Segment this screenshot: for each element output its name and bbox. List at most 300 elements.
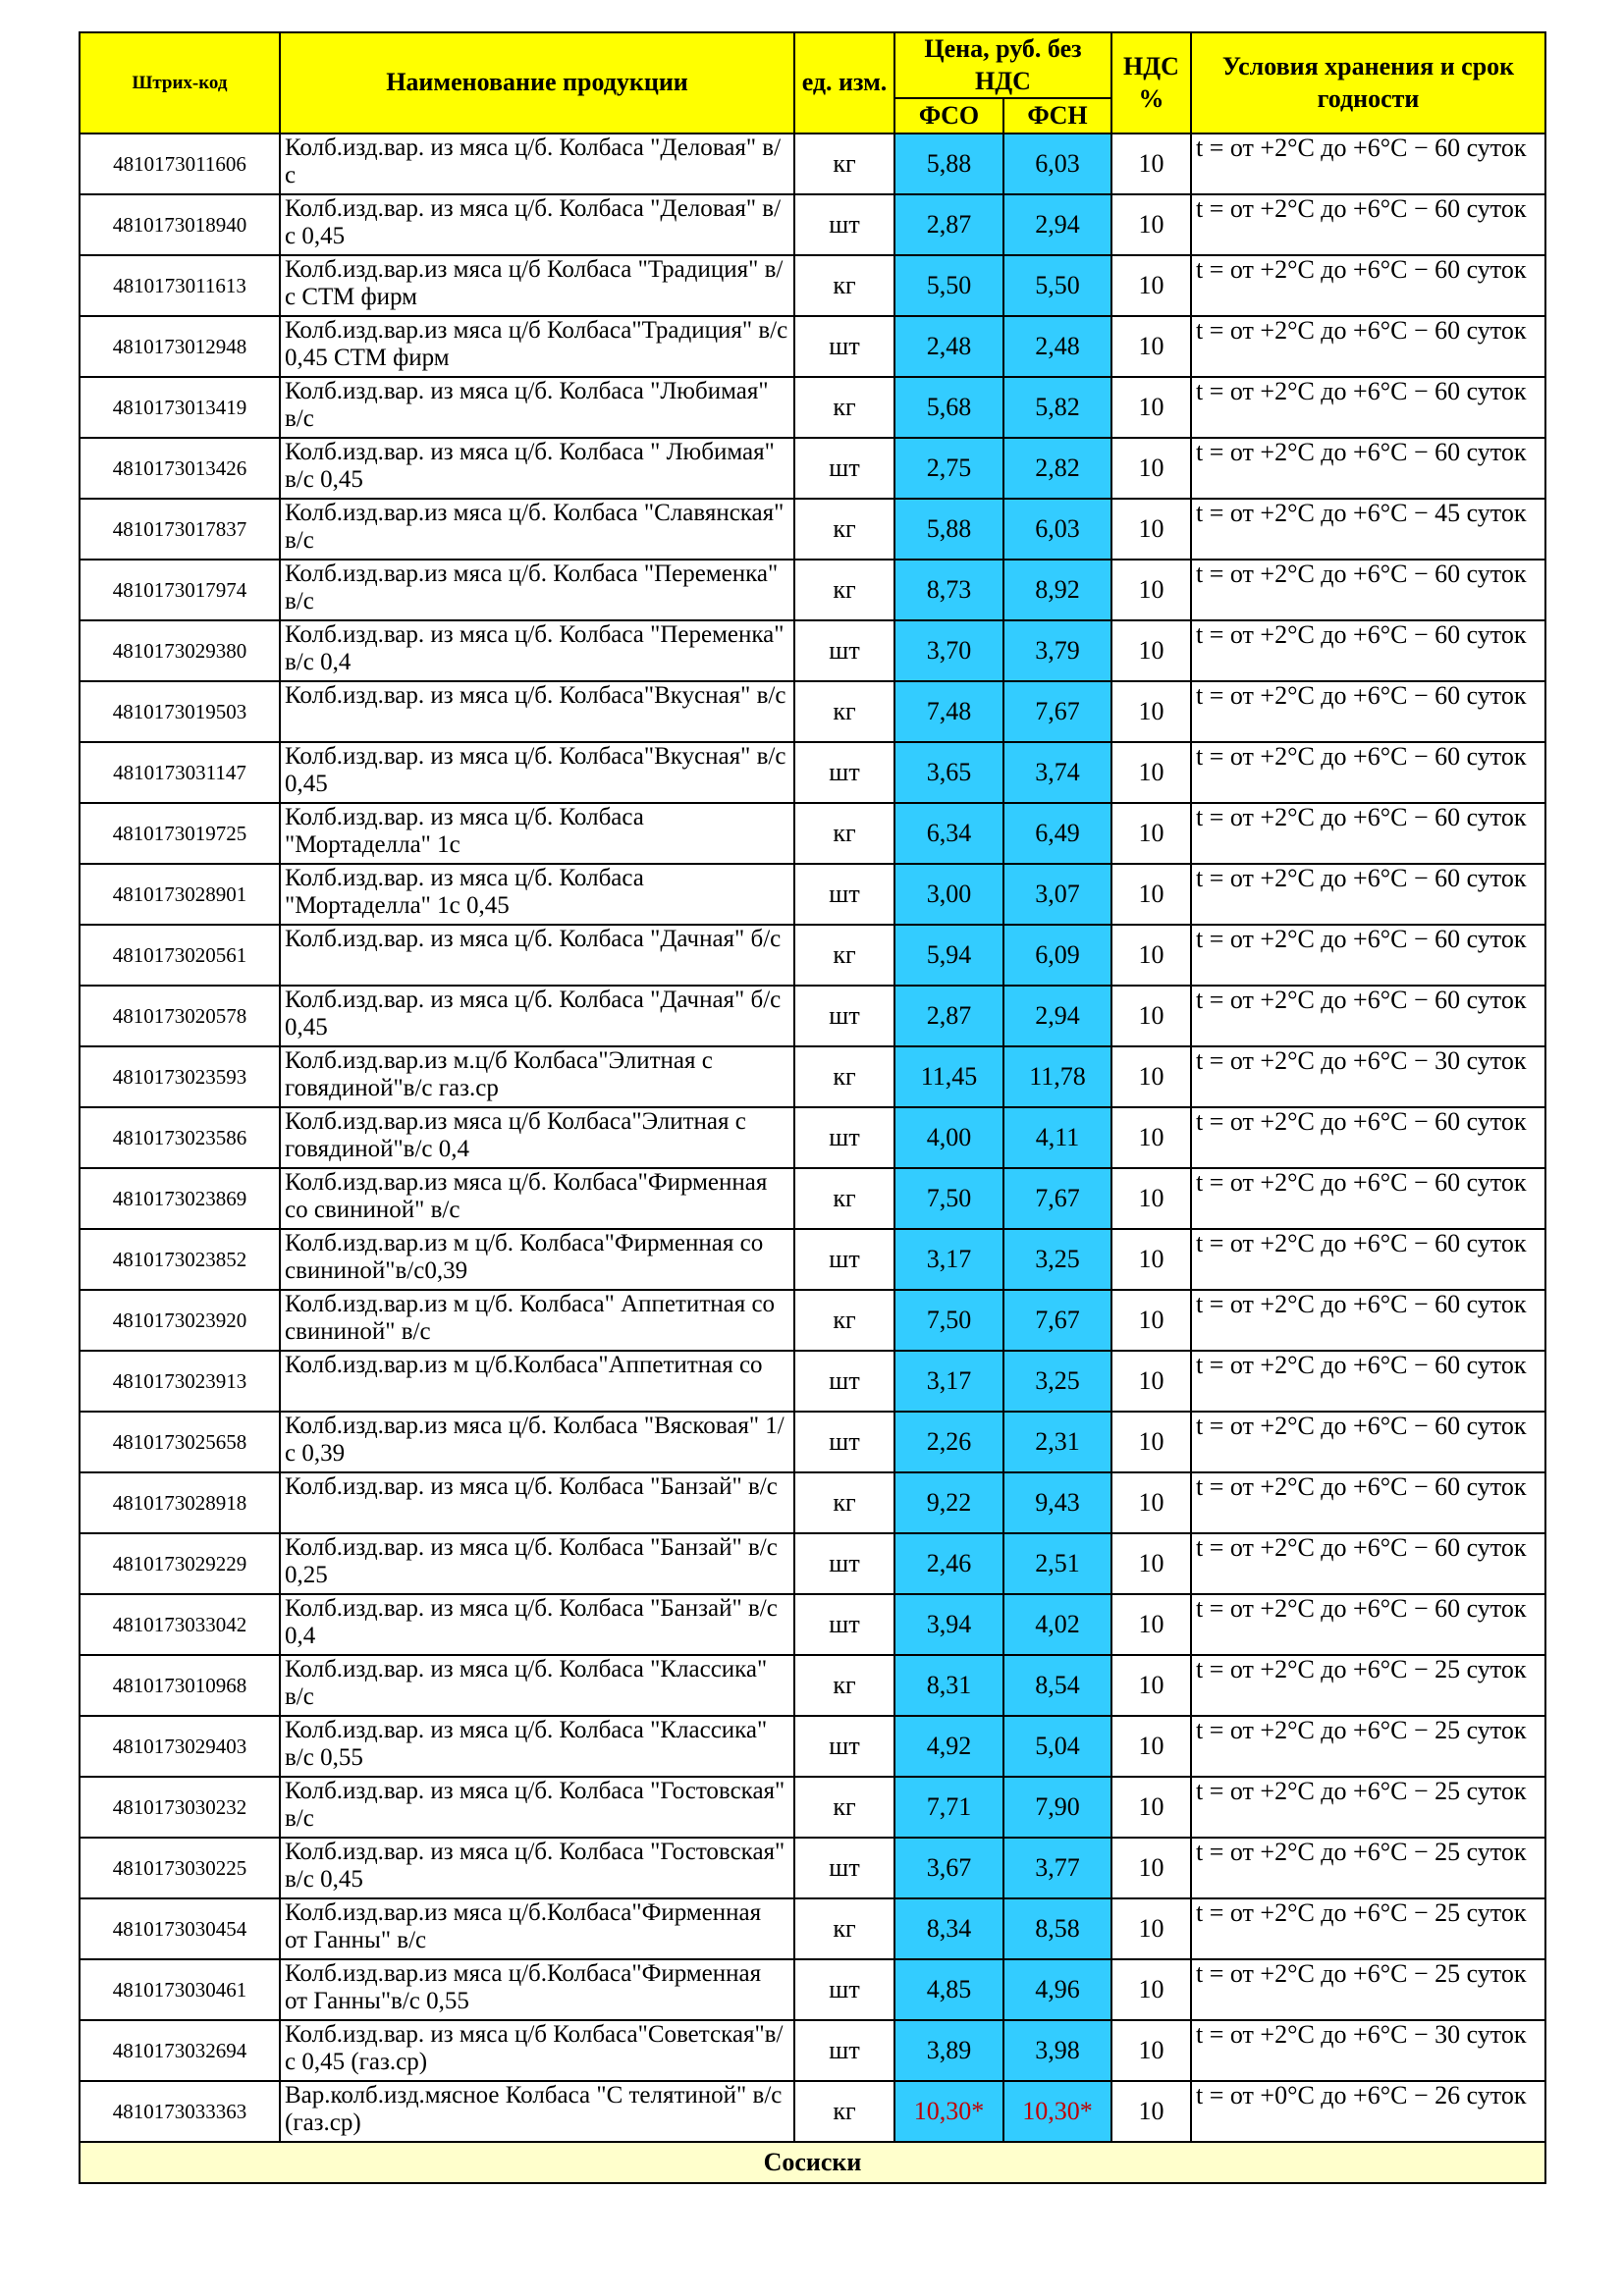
storage-conditions-cell-text: t = от +2°С до +6°С − 25 суток xyxy=(1196,1717,1527,1744)
product-name-cell-text: Колб.изд.вар.из мяса ц/б.Колбаса"Фирменная от Ганны" в/с xyxy=(285,1899,762,1953)
storage-conditions-cell-text: t = от +0°С до +6°С − 26 суток xyxy=(1196,2082,1527,2109)
product-name-cell-text: Колб.изд.вар.из мяса ц/б. Колбаса"Фирменная со свининой" в/с xyxy=(285,1169,768,1223)
storage-conditions-cell xyxy=(1191,1655,1545,1716)
price-fso-cell: 3,89 xyxy=(894,2020,1003,2081)
product-name-cell xyxy=(280,194,794,255)
barcode-cell: 4810173017837 xyxy=(80,499,280,560)
unit-cell: кг xyxy=(794,803,894,864)
table-row xyxy=(80,1533,1545,1594)
product-name-cell-text: Колб.изд.вар. из мяса ц/б. Колбаса"Вкусная" в/с 0,45 xyxy=(285,743,786,797)
barcode-cell: 4810173030232 xyxy=(80,1777,280,1838)
product-name-cell-text: Колб.изд.вар.из мяса ц/б. Колбаса "Переменка" в/с xyxy=(285,561,779,614)
product-name-cell-text: Колб.изд.вар. из мяса ц/б. Колбаса "Мортаделла" 1с 0,45 xyxy=(285,865,644,919)
storage-conditions-cell xyxy=(1191,1168,1545,1229)
storage-conditions-cell-text: t = от +2°С до +6°С − 60 суток xyxy=(1196,682,1527,710)
storage-conditions-cell-text: t = от +2°С до +6°С − 60 суток xyxy=(1196,561,1527,588)
unit-cell: шт xyxy=(794,2020,894,2081)
storage-conditions-cell-text: t = от +2°С до +6°С − 60 суток xyxy=(1196,804,1527,831)
product-name-cell-text: Колб.изд.вар.из мяса ц/б Колбаса "Традиция" в/с СТМ фирм xyxy=(285,256,784,310)
storage-conditions-cell xyxy=(1191,1046,1545,1107)
unit-cell: кг xyxy=(794,499,894,560)
storage-conditions-cell-text: t = от +2°С до +6°С − 60 суток xyxy=(1196,1108,1527,1136)
unit-cell: кг xyxy=(794,1290,894,1351)
price-fsn-cell: 6,03 xyxy=(1003,499,1111,560)
storage-conditions-cell xyxy=(1191,499,1545,560)
product-name-cell xyxy=(280,742,794,803)
product-name-cell-text: Колб.изд.вар. из мяса ц/б. Колбаса "Гостовская" в/с xyxy=(285,1778,785,1832)
storage-conditions-cell xyxy=(1191,1412,1545,1472)
price-fsn-cell: 6,49 xyxy=(1003,803,1111,864)
storage-conditions-cell-text: t = от +2°С до +6°С − 60 суток xyxy=(1196,1230,1527,1257)
table-row xyxy=(80,803,1545,864)
product-name-cell xyxy=(280,499,794,560)
product-name-cell xyxy=(280,1412,794,1472)
product-name-cell xyxy=(280,864,794,925)
product-name-cell xyxy=(280,1959,794,2020)
storage-conditions-cell xyxy=(1191,1716,1545,1777)
header-barcode: Штрих-код xyxy=(80,32,280,133)
vat-cell: 10 xyxy=(1111,438,1191,499)
price-fsn-cell: 2,94 xyxy=(1003,986,1111,1046)
vat-cell: 10 xyxy=(1111,1716,1191,1777)
table-row xyxy=(80,133,1545,194)
unit-cell: шт xyxy=(794,986,894,1046)
storage-conditions-cell-text: t = от +2°С до +6°С − 60 суток xyxy=(1196,1413,1527,1440)
price-fso-cell: 6,34 xyxy=(894,803,1003,864)
table-row xyxy=(80,1472,1545,1533)
product-name-cell xyxy=(280,1351,794,1412)
unit-cell: шт xyxy=(794,316,894,377)
vat-cell: 10 xyxy=(1111,1533,1191,1594)
price-fso-cell: 3,00 xyxy=(894,864,1003,925)
table-row xyxy=(80,1168,1545,1229)
product-name-cell xyxy=(280,1655,794,1716)
storage-conditions-cell-text: t = от +2°С до +6°С − 60 суток xyxy=(1196,1352,1527,1379)
product-name-cell-text: Колб.изд.вар.из мяса ц/б. Колбаса "Вясковая" 1/с 0,39 xyxy=(285,1413,785,1467)
price-fso-cell: 3,17 xyxy=(894,1351,1003,1412)
storage-conditions-cell-text: t = от +2°С до +6°С − 60 суток xyxy=(1196,134,1527,162)
product-name-cell-text: Колб.изд.вар. из мяса ц/б. Колбаса "Банзай" в/с 0,4 xyxy=(285,1595,778,1649)
storage-conditions-cell xyxy=(1191,742,1545,803)
table-row xyxy=(80,925,1545,986)
vat-cell: 10 xyxy=(1111,2020,1191,2081)
price-fso-cell: 10,30* xyxy=(894,2081,1003,2142)
product-name-cell-text: Колб.изд.вар. из мяса ц/б. Колбаса"Вкусная" в/с xyxy=(285,682,786,709)
barcode-cell: 4810173023586 xyxy=(80,1107,280,1168)
storage-conditions-cell-text: t = от +2°С до +6°С − 60 суток xyxy=(1196,1473,1527,1501)
price-fso-cell: 8,34 xyxy=(894,1898,1003,1959)
price-fso-cell: 7,71 xyxy=(894,1777,1003,1838)
storage-conditions-cell xyxy=(1191,1290,1545,1351)
table-row xyxy=(80,681,1545,742)
price-fso-cell: 2,26 xyxy=(894,1412,1003,1472)
product-name-cell-text: Колб.изд.вар. из мяса ц/б. Колбаса "Дачная" б/с 0,45 xyxy=(285,987,782,1041)
storage-conditions-cell-text: t = от +2°С до +6°С − 60 суток xyxy=(1196,1169,1527,1197)
vat-cell: 10 xyxy=(1111,864,1191,925)
table-row xyxy=(80,194,1545,255)
price-fsn-cell: 5,04 xyxy=(1003,1716,1111,1777)
vat-cell: 10 xyxy=(1111,986,1191,1046)
barcode-cell: 4810173013426 xyxy=(80,438,280,499)
price-fso-cell: 4,00 xyxy=(894,1107,1003,1168)
barcode-cell: 4810173011613 xyxy=(80,255,280,316)
storage-conditions-cell-text: t = от +2°С до +6°С − 25 суток xyxy=(1196,1656,1527,1683)
price-fsn-cell: 6,09 xyxy=(1003,925,1111,986)
vat-cell: 10 xyxy=(1111,742,1191,803)
table-row xyxy=(80,2020,1545,2081)
barcode-cell: 4810173030225 xyxy=(80,1838,280,1898)
vat-cell: 10 xyxy=(1111,1229,1191,1290)
price-fso-cell: 2,75 xyxy=(894,438,1003,499)
price-fso-cell: 5,50 xyxy=(894,255,1003,316)
storage-conditions-cell-text: t = от +2°С до +6°С − 60 суток xyxy=(1196,317,1527,345)
product-name-cell xyxy=(280,620,794,681)
unit-cell: шт xyxy=(794,1838,894,1898)
storage-conditions-cell-text: t = от +2°С до +6°С − 60 суток xyxy=(1196,378,1527,405)
unit-cell: кг xyxy=(794,681,894,742)
storage-conditions-cell-text: t = от +2°С до +6°С − 30 суток xyxy=(1196,1047,1527,1075)
product-name-cell xyxy=(280,438,794,499)
unit-cell: шт xyxy=(794,1533,894,1594)
vat-cell: 10 xyxy=(1111,133,1191,194)
product-name-cell xyxy=(280,133,794,194)
unit-cell: кг xyxy=(794,1655,894,1716)
storage-conditions-cell-text: t = от +2°С до +6°С − 30 суток xyxy=(1196,2021,1527,2049)
price-fso-cell: 4,85 xyxy=(894,1959,1003,2020)
price-fsn-cell: 8,58 xyxy=(1003,1898,1111,1959)
storage-conditions-cell xyxy=(1191,1107,1545,1168)
product-name-cell-text: Колб.изд.вар. из мяса ц/б. Колбаса "Банзай" в/с xyxy=(285,1473,778,1500)
unit-cell: кг xyxy=(794,2081,894,2142)
product-name-cell xyxy=(280,1107,794,1168)
price-fso-cell: 3,17 xyxy=(894,1229,1003,1290)
price-fso-cell: 7,50 xyxy=(894,1290,1003,1351)
unit-cell: шт xyxy=(794,1959,894,2020)
product-name-cell xyxy=(280,2020,794,2081)
price-fso-cell: 2,87 xyxy=(894,194,1003,255)
unit-cell: кг xyxy=(794,560,894,620)
storage-conditions-cell xyxy=(1191,194,1545,255)
product-name-cell-text: Колб.изд.вар. из мяса ц/б. Колбаса "Гостовская" в/с 0,45 xyxy=(285,1839,785,1893)
barcode-cell: 4810173028901 xyxy=(80,864,280,925)
vat-cell: 10 xyxy=(1111,1594,1191,1655)
table-row xyxy=(80,1351,1545,1412)
storage-conditions-cell xyxy=(1191,133,1545,194)
unit-cell: кг xyxy=(794,377,894,438)
storage-conditions-cell xyxy=(1191,681,1545,742)
header-storage-conditions: Условия хранения и срок годности xyxy=(1191,32,1545,133)
table-row xyxy=(80,1107,1545,1168)
barcode-cell: 4810173019503 xyxy=(80,681,280,742)
vat-cell: 10 xyxy=(1111,194,1191,255)
vat-cell: 10 xyxy=(1111,1351,1191,1412)
product-name-cell-text: Колб.изд.вар. из мяса ц/б. Колбаса "Классика" в/с 0,55 xyxy=(285,1717,768,1771)
storage-conditions-cell-text: t = от +2°С до +6°С − 60 суток xyxy=(1196,1534,1527,1562)
price-fsn-cell: 2,82 xyxy=(1003,438,1111,499)
vat-cell: 10 xyxy=(1111,499,1191,560)
storage-conditions-cell xyxy=(1191,2081,1545,2142)
storage-conditions-cell xyxy=(1191,377,1545,438)
price-fso-cell: 2,46 xyxy=(894,1533,1003,1594)
price-fso-cell: 7,50 xyxy=(894,1168,1003,1229)
product-name-cell xyxy=(280,1168,794,1229)
product-name-cell xyxy=(280,1229,794,1290)
price-fsn-cell: 3,79 xyxy=(1003,620,1111,681)
storage-conditions-cell-text: t = от +2°С до +6°С − 60 суток xyxy=(1196,865,1527,892)
product-name-cell-text: Колб.изд.вар. из мяса ц/б. Колбаса "Дачная" б/с xyxy=(285,926,782,952)
table-row xyxy=(80,864,1545,925)
price-table xyxy=(79,31,1546,2184)
price-fso-cell: 11,45 xyxy=(894,1046,1003,1107)
table-row xyxy=(80,1898,1545,1959)
storage-conditions-cell-text: t = от +2°С до +6°С − 45 суток xyxy=(1196,500,1527,527)
unit-cell: кг xyxy=(794,1168,894,1229)
price-fsn-cell: 8,92 xyxy=(1003,560,1111,620)
product-name-cell xyxy=(280,1533,794,1594)
product-name-cell xyxy=(280,1838,794,1898)
price-fsn-cell: 2,48 xyxy=(1003,316,1111,377)
table-row xyxy=(80,1655,1545,1716)
price-fsn-cell: 7,90 xyxy=(1003,1777,1111,1838)
table-row xyxy=(80,1229,1545,1290)
table-row xyxy=(80,986,1545,1046)
header-fsn: ФСН xyxy=(1003,98,1111,133)
barcode-cell: 4810173023593 xyxy=(80,1046,280,1107)
storage-conditions-cell-text: t = от +2°С до +6°С − 25 суток xyxy=(1196,1960,1527,1988)
storage-conditions-cell xyxy=(1191,316,1545,377)
product-name-cell-text: Колб.изд.вар.из м ц/б. Колбаса" Аппетитная со свининой" в/с xyxy=(285,1291,776,1345)
storage-conditions-cell xyxy=(1191,1959,1545,2020)
barcode-cell: 4810173019725 xyxy=(80,803,280,864)
storage-conditions-cell xyxy=(1191,925,1545,986)
storage-conditions-cell xyxy=(1191,1838,1545,1898)
vat-cell: 10 xyxy=(1111,620,1191,681)
product-name-cell-text: Колб.изд.вар. из мяса ц/б. Колбаса "Мортаделла" 1с xyxy=(285,804,644,858)
price-fso-cell: 5,88 xyxy=(894,499,1003,560)
price-fso-cell: 9,22 xyxy=(894,1472,1003,1533)
product-name-cell-text: Колб.изд.вар.из м.ц/б Колбаса"Элитная с говядиной"в/с газ.ср xyxy=(285,1047,713,1101)
table-row xyxy=(80,742,1545,803)
table-row xyxy=(80,255,1545,316)
unit-cell: кг xyxy=(794,1046,894,1107)
product-name-cell-text: Колб.изд.вар. из мяса ц/б. Колбаса "Деловая" в/с 0,45 xyxy=(285,195,782,249)
product-name-cell-text: Колб.изд.вар. из мяса ц/б. Колбаса "Банзай" в/с 0,25 xyxy=(285,1534,778,1588)
table-row xyxy=(80,1959,1545,2020)
product-name-cell xyxy=(280,1046,794,1107)
header-price: Цена, руб. без НДС xyxy=(894,32,1111,98)
table-row xyxy=(80,1777,1545,1838)
unit-cell: кг xyxy=(794,1898,894,1959)
product-name-cell xyxy=(280,377,794,438)
storage-conditions-cell-text: t = от +2°С до +6°С − 60 суток xyxy=(1196,987,1527,1014)
section-row xyxy=(80,2142,1545,2183)
product-name-cell-text: Колб.изд.вар.из м ц/б. Колбаса"Фирменная со свининой"в/с0,39 xyxy=(285,1230,764,1284)
price-fsn-cell: 4,11 xyxy=(1003,1107,1111,1168)
barcode-cell: 4810173033363 xyxy=(80,2081,280,2142)
table-row xyxy=(80,499,1545,560)
storage-conditions-cell xyxy=(1191,438,1545,499)
table-row xyxy=(80,620,1545,681)
barcode-cell: 4810173030454 xyxy=(80,1898,280,1959)
price-fsn-cell: 8,54 xyxy=(1003,1655,1111,1716)
unit-cell: шт xyxy=(794,1107,894,1168)
table-row xyxy=(80,316,1545,377)
vat-cell: 10 xyxy=(1111,681,1191,742)
product-name-cell xyxy=(280,681,794,742)
price-fsn-cell: 2,31 xyxy=(1003,1412,1111,1472)
vat-cell: 10 xyxy=(1111,925,1191,986)
storage-conditions-cell-text: t = от +2°С до +6°С − 25 суток xyxy=(1196,1899,1527,1927)
storage-conditions-cell xyxy=(1191,803,1545,864)
unit-cell: шт xyxy=(794,438,894,499)
section-label: Сосиски xyxy=(80,2142,1545,2183)
product-name-cell xyxy=(280,2081,794,2142)
unit-cell: кг xyxy=(794,255,894,316)
product-name-cell-text: Колб.изд.вар. из мяса ц/б Колбаса"Советская"в/с 0,45 (газ.ср) xyxy=(285,2021,784,2075)
table-row xyxy=(80,1716,1545,1777)
product-name-cell xyxy=(280,1716,794,1777)
barcode-cell: 4810173020561 xyxy=(80,925,280,986)
product-name-cell xyxy=(280,925,794,986)
product-name-cell-text: Колб.изд.вар. из мяса ц/б. Колбаса "Классика" в/с xyxy=(285,1656,768,1710)
vat-cell: 10 xyxy=(1111,803,1191,864)
unit-cell: кг xyxy=(794,133,894,194)
price-fsn-cell: 4,96 xyxy=(1003,1959,1111,2020)
table-row xyxy=(80,1412,1545,1472)
barcode-cell: 4810173023869 xyxy=(80,1168,280,1229)
storage-conditions-cell-text: t = от +2°С до +6°С − 60 суток xyxy=(1196,1291,1527,1318)
product-name-cell xyxy=(280,316,794,377)
vat-cell: 10 xyxy=(1111,1412,1191,1472)
barcode-cell: 4810173013419 xyxy=(80,377,280,438)
price-fso-cell: 4,92 xyxy=(894,1716,1003,1777)
product-name-cell xyxy=(280,986,794,1046)
header-fso: ФСО xyxy=(894,98,1003,133)
storage-conditions-cell xyxy=(1191,986,1545,1046)
storage-conditions-cell xyxy=(1191,255,1545,316)
unit-cell: шт xyxy=(794,620,894,681)
barcode-cell: 4810173029229 xyxy=(80,1533,280,1594)
price-fso-cell: 2,87 xyxy=(894,986,1003,1046)
price-fsn-cell: 9,43 xyxy=(1003,1472,1111,1533)
unit-cell: шт xyxy=(794,1229,894,1290)
product-name-cell xyxy=(280,1290,794,1351)
barcode-cell: 4810173018940 xyxy=(80,194,280,255)
table-row xyxy=(80,1046,1545,1107)
storage-conditions-cell xyxy=(1191,1229,1545,1290)
barcode-cell: 4810173029380 xyxy=(80,620,280,681)
storage-conditions-cell xyxy=(1191,560,1545,620)
barcode-cell: 4810173025658 xyxy=(80,1412,280,1472)
unit-cell: шт xyxy=(794,864,894,925)
price-fsn-cell: 3,25 xyxy=(1003,1229,1111,1290)
price-fso-cell: 3,70 xyxy=(894,620,1003,681)
barcode-cell: 4810173023852 xyxy=(80,1229,280,1290)
price-fsn-cell: 6,03 xyxy=(1003,133,1111,194)
barcode-cell: 4810173033042 xyxy=(80,1594,280,1655)
unit-cell: шт xyxy=(794,1594,894,1655)
unit-cell: шт xyxy=(794,1351,894,1412)
storage-conditions-cell xyxy=(1191,2020,1545,2081)
price-fso-cell: 2,48 xyxy=(894,316,1003,377)
product-name-cell-text: Колб.изд.вар.из мяса ц/б Колбаса"Традиция" в/с 0,45 СТМ фирм xyxy=(285,317,788,371)
product-name-cell-text: Колб.изд.вар. из мяса ц/б. Колбаса "Любимая" в/с xyxy=(285,378,769,432)
price-fso-cell: 5,88 xyxy=(894,133,1003,194)
vat-cell: 10 xyxy=(1111,1898,1191,1959)
barcode-cell: 4810173010968 xyxy=(80,1655,280,1716)
product-name-cell xyxy=(280,803,794,864)
price-fsn-cell: 7,67 xyxy=(1003,1290,1111,1351)
barcode-cell: 4810173029403 xyxy=(80,1716,280,1777)
vat-cell: 10 xyxy=(1111,1290,1191,1351)
barcode-cell: 4810173028918 xyxy=(80,1472,280,1533)
storage-conditions-cell-text: t = от +2°С до +6°С − 60 суток xyxy=(1196,621,1527,649)
unit-cell: шт xyxy=(794,194,894,255)
price-fsn-cell: 3,07 xyxy=(1003,864,1111,925)
product-name-cell-text: Колб.изд.вар. из мяса ц/б. Колбаса "Деловая" в/с xyxy=(285,134,782,188)
table-row xyxy=(80,2081,1545,2142)
price-fsn-cell: 7,67 xyxy=(1003,1168,1111,1229)
storage-conditions-cell-text: t = от +2°С до +6°С − 25 суток xyxy=(1196,1839,1527,1866)
product-name-cell xyxy=(280,1594,794,1655)
unit-cell: кг xyxy=(794,925,894,986)
unit-cell: кг xyxy=(794,1777,894,1838)
storage-conditions-cell xyxy=(1191,1533,1545,1594)
price-fsn-cell: 5,82 xyxy=(1003,377,1111,438)
price-fsn-cell: 4,02 xyxy=(1003,1594,1111,1655)
price-fsn-cell: 3,77 xyxy=(1003,1838,1111,1898)
product-name-cell-text: Колб.изд.вар. из мяса ц/б. Колбаса "Переменка" в/с 0,4 xyxy=(285,621,785,675)
price-fsn-cell: 2,51 xyxy=(1003,1533,1111,1594)
price-fso-cell: 3,67 xyxy=(894,1838,1003,1898)
storage-conditions-cell-text: t = от +2°С до +6°С − 60 суток xyxy=(1196,743,1527,771)
storage-conditions-cell-text: t = от +2°С до +6°С − 60 суток xyxy=(1196,926,1527,953)
vat-cell: 10 xyxy=(1111,1959,1191,2020)
vat-cell: 10 xyxy=(1111,560,1191,620)
storage-conditions-cell-text: t = от +2°С до +6°С − 60 суток xyxy=(1196,195,1527,223)
product-name-cell xyxy=(280,560,794,620)
vat-cell: 10 xyxy=(1111,1838,1191,1898)
product-name-cell xyxy=(280,1898,794,1959)
table-row xyxy=(80,1290,1545,1351)
barcode-cell: 4810173011606 xyxy=(80,133,280,194)
unit-cell: шт xyxy=(794,1716,894,1777)
vat-cell: 10 xyxy=(1111,1107,1191,1168)
price-fsn-cell: 10,30* xyxy=(1003,2081,1111,2142)
price-fso-cell: 8,31 xyxy=(894,1655,1003,1716)
header-unit: ед. изм. xyxy=(794,32,894,133)
barcode-cell: 4810173032694 xyxy=(80,2020,280,2081)
product-name-cell xyxy=(280,255,794,316)
price-fsn-cell: 5,50 xyxy=(1003,255,1111,316)
price-fsn-cell: 2,94 xyxy=(1003,194,1111,255)
table-row xyxy=(80,438,1545,499)
price-fsn-cell: 11,78 xyxy=(1003,1046,1111,1107)
product-name-cell-text: Колб.изд.вар.из мяса ц/б.Колбаса"Фирменная от Ганны"в/с 0,55 xyxy=(285,1960,762,2014)
vat-cell: 10 xyxy=(1111,1472,1191,1533)
storage-conditions-cell xyxy=(1191,620,1545,681)
product-name-cell-text: Вар.колб.изд.мясное Колбаса "С телятиной" в/с (газ.ср) xyxy=(285,2082,783,2136)
price-fso-cell: 8,73 xyxy=(894,560,1003,620)
storage-conditions-cell xyxy=(1191,864,1545,925)
unit-cell: шт xyxy=(794,1412,894,1472)
vat-cell: 10 xyxy=(1111,316,1191,377)
price-fsn-cell: 3,74 xyxy=(1003,742,1111,803)
price-fsn-cell: 3,25 xyxy=(1003,1351,1111,1412)
unit-cell: шт xyxy=(794,742,894,803)
barcode-cell: 4810173030461 xyxy=(80,1959,280,2020)
product-name-cell-text: Колб.изд.вар.из мяса ц/б Колбаса"Элитная с говядиной"в/с 0,4 xyxy=(285,1108,746,1162)
